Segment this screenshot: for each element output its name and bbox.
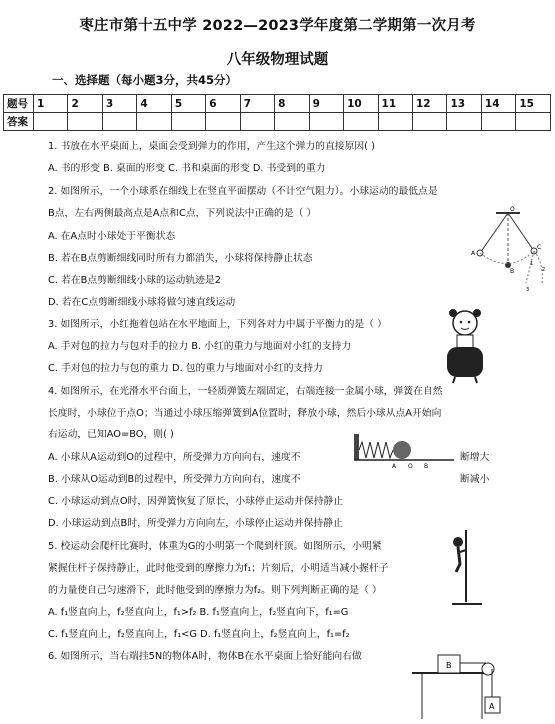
question-number-cell: 12 <box>412 95 446 113</box>
question-line: 3. 如图所示，小红拖着包站在水平地面上，下列各对力中属于平衡力的是（ ） <box>48 319 387 330</box>
answer-cell[interactable] <box>68 113 102 131</box>
question-number-cell: 9 <box>309 95 343 113</box>
answer-cell[interactable] <box>481 113 515 131</box>
pulley-blocks-figure <box>412 645 512 724</box>
question-line: 2. 如图所示，一个小球系在细线上在竖直平面摆动（不计空气阻力）。小球运动的最低点是 <box>48 186 438 197</box>
question-number-cell: 4 <box>137 95 171 113</box>
answer-cell[interactable] <box>516 113 551 131</box>
spring-label-b: B <box>424 463 429 470</box>
table-row <box>4 113 551 131</box>
pendulum-label-3: 3 <box>526 287 530 293</box>
question-number-cell: 8 <box>275 95 309 113</box>
answer-cell[interactable] <box>447 113 481 131</box>
answer-cell[interactable] <box>344 113 378 131</box>
question-line: 右运动，已知AO=BO，则( ) <box>48 429 174 440</box>
answer-table <box>3 94 551 131</box>
answer-cell[interactable] <box>412 113 446 131</box>
answer-cell[interactable] <box>102 113 136 131</box>
question-number-cell: 15 <box>516 95 551 113</box>
option-line: D. 若在C点剪断细线小球将做匀速直线运动 <box>48 297 236 308</box>
question-number-cell: 10 <box>344 95 378 113</box>
question-line: 4. 如图所示，在光滑水平台面上，一轻质弹簧左端固定，右端连接一金属小球，弹簧在自然 <box>48 386 443 397</box>
answer-cell[interactable] <box>309 113 343 131</box>
option-line: D. 小球运动到点B时，所受弹力方向向左，小球停止运动并保持静止 <box>48 518 343 529</box>
spring-label-o: O <box>408 463 413 470</box>
row-label-answer: 答案 <box>4 113 34 131</box>
question-line: 的力量使自己匀速滑下，此时他受到的摩擦力为f₂。则下列判断正确的是（ ） <box>48 585 382 596</box>
option-line: C. f₁竖直向上，f₂竖直向上，f₁<G D. f₁竖直向上，f₂竖直向上，f₁=f₂ <box>48 629 350 640</box>
pendulum-label-b: B <box>510 268 515 275</box>
answer-cell[interactable] <box>378 113 412 131</box>
option-line: B. 小球从O运动到B的过程中，所受弹力方向向右，速度不 <box>48 474 301 485</box>
girl-with-bag-figure <box>435 305 495 385</box>
answer-cell[interactable] <box>240 113 274 131</box>
section-heading: 一、选择题（每小题3分，共45分） <box>52 73 238 87</box>
pendulum-label-c: C <box>537 244 542 251</box>
option-line: A. 书的形变 B. 桌面的形变 C. 书和桌面的形变 D. 书受到的重力 <box>48 163 326 174</box>
exam-subtitle: 八年级物理试题 <box>226 52 329 68</box>
option-line: A. 小球从A运动到O的过程中，所受弹力方向向右，速度不 <box>48 452 301 463</box>
option-line: B. 若在B点剪断细线同时所有力都消失，小球将保持静止状态 <box>48 253 313 264</box>
option-line: C. 小球运动到点O时，因弹簧恢复了原长，小球停止运动并保持静止 <box>48 496 344 507</box>
pulley-label-a: A <box>489 702 495 711</box>
pendulum-label-a: A <box>471 250 476 257</box>
question-number-cell: 5 <box>171 95 205 113</box>
pulley-label-b: B <box>446 661 452 670</box>
spring-label-a: A <box>392 463 397 470</box>
question-line: 紧握住杆子保持静止，此时他受到的摩擦力为f₁；片刻后，小明适当减小握杆子 <box>48 563 389 574</box>
option-line: C. 若在B点剪断细线小球的运动轨迹是2 <box>48 275 221 286</box>
option-line-tail: 断减小 <box>460 474 490 485</box>
pendulum-label-2: 2 <box>542 267 546 273</box>
question-line: 6. 如图所示，当右端挂5N的物体A时，物体B在水平桌面上恰好能向右做 <box>48 651 362 662</box>
question-number-cell: 1 <box>34 95 68 113</box>
question-line: 1. 书放在水平桌面上，桌面会受到弹力的作用，产生这个弹力的直接原因( ) <box>48 141 375 152</box>
climbing-pole-figure <box>448 528 488 608</box>
pendulum-figure <box>468 205 548 295</box>
option-line-tail: 断增大 <box>460 452 490 463</box>
option-line: A. 手对包的拉力与包对手的拉力 B. 小红的重力与地面对小红的支持力 <box>48 341 352 352</box>
answer-cell[interactable] <box>206 113 240 131</box>
pendulum-label-o: O <box>510 206 515 213</box>
option-line: A. f₁竖直向上，f₂竖直向上，f₁>f₂ B. f₁竖直向上，f₂竖直向下，f₁=G <box>48 607 349 618</box>
answer-cell[interactable] <box>137 113 171 131</box>
question-number-cell: 2 <box>68 95 102 113</box>
question-line: B点，左右两侧最高点是A点和C点，下列说法中正确的是（ ） <box>48 208 317 219</box>
question-number-cell: 11 <box>378 95 412 113</box>
question-number-cell: 7 <box>240 95 274 113</box>
question-number-cell: 3 <box>102 95 136 113</box>
question-number-cell: 13 <box>447 95 481 113</box>
question-line: 长度时，小球位于点O；当通过小球压缩弹簧到A位置时，释放小球，然后小球从点A开始向 <box>48 408 442 419</box>
option-line: A. 在A点时小球处于平衡状态 <box>48 231 176 242</box>
answer-cell[interactable] <box>34 113 68 131</box>
row-label-number: 题号 <box>4 95 34 113</box>
answer-cell[interactable] <box>171 113 205 131</box>
question-number-cell: 14 <box>481 95 515 113</box>
question-line: 5. 校运动会爬杆比赛时，体重为G的小明第一个爬到杆顶。如图所示，小明紧 <box>48 541 382 552</box>
table-row <box>4 95 551 113</box>
pendulum-label-1: 1 <box>530 261 534 267</box>
exam-title: 枣庄市第十五中学 2022—2023学年度第二学期第一次月考 <box>79 18 476 34</box>
question-number-cell: 6 <box>206 95 240 113</box>
option-line: C. 手对包的拉力与包的重力 D. 包的重力与地面对小红的支持力 <box>48 363 323 374</box>
spring-ball-figure <box>352 430 457 470</box>
answer-cell[interactable] <box>275 113 309 131</box>
